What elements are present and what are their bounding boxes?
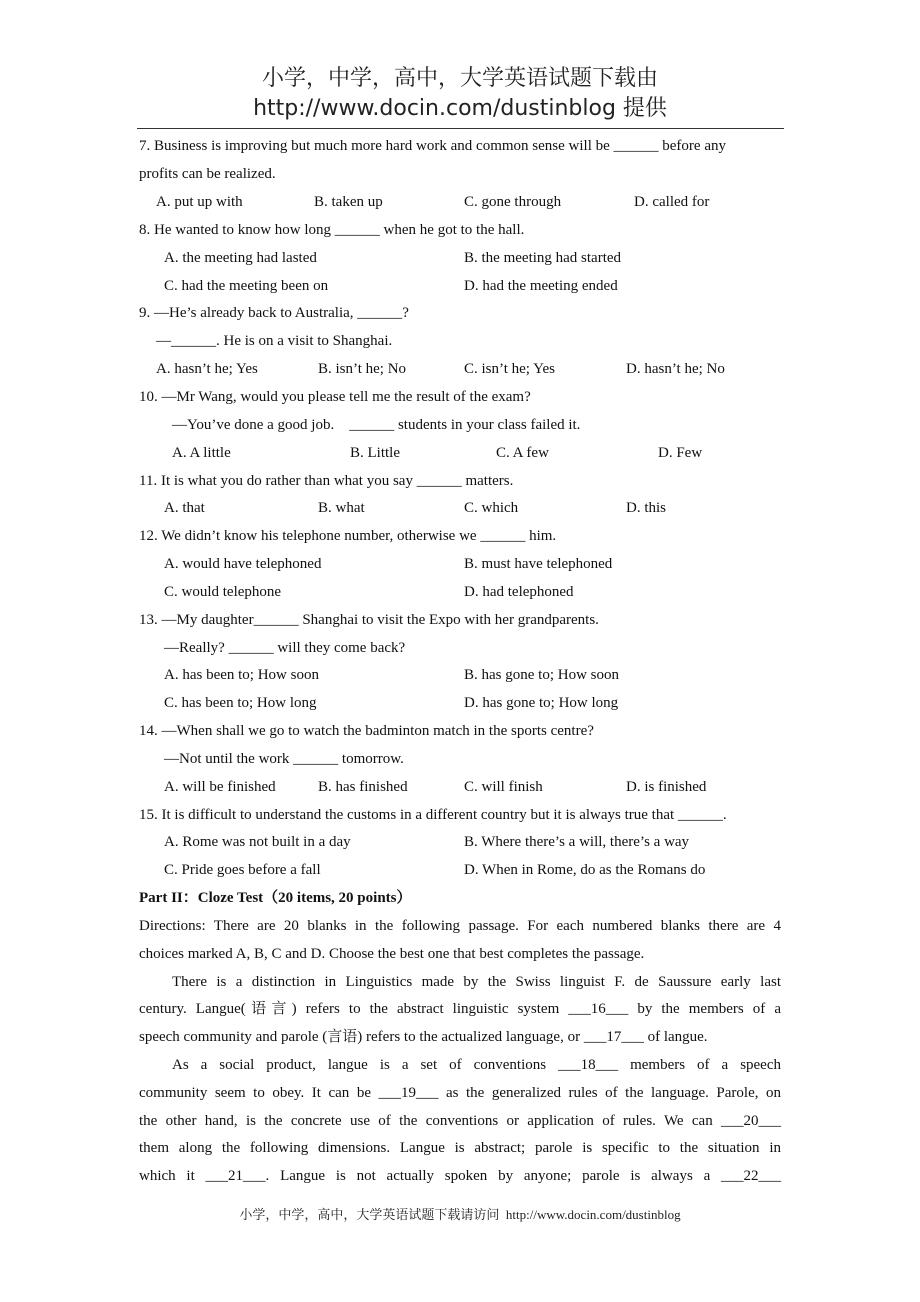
page-header <box>0 64 920 124</box>
q14-option-a: A. will be finished <box>164 779 276 795</box>
q10-stem-line2: —You’ve done a good job. ______ students in your class failed it. <box>172 417 581 433</box>
q14-option-c: C. will finish <box>464 779 543 795</box>
q15-stem: 15. It is difficult to understand the customs in a different country but it is always true that ______. <box>139 807 727 823</box>
header-divider <box>137 128 784 129</box>
q13-stem-line2: —Really? ______ will they come back? <box>164 640 406 656</box>
passage-p2-line2: community seem to obey. It can be ___19___ as the generalized rules of the language. Parole, on <box>139 1085 781 1101</box>
q11-option-c: C. which <box>464 500 519 516</box>
header-url: http://www.docin.com/dustinblog 提供 <box>253 96 667 121</box>
q12-option-b: B. must have telephoned <box>464 556 613 572</box>
q7-option-c: C. gone through <box>464 194 562 210</box>
passage-p2-line3: the other hand, is the concrete use of the conventions or application of rules. We can ___20___ <box>139 1113 781 1129</box>
q11-stem: 11. It is what you do rather than what you say ______ matters. <box>139 473 514 489</box>
page-footer: 小学，中学，高中，大学英语试题下载请访问 http://www.docin.com/dustinblog <box>239 1207 681 1222</box>
q14-option-b: B. has finished <box>318 779 408 795</box>
q9-stem-line2: —______. He is on a visit to Shanghai. <box>156 333 393 349</box>
q10-option-c: C. A few <box>496 445 549 461</box>
passage-p2-line1: As a social product, langue is a set of conventions ___18___ members of a speech <box>172 1057 781 1073</box>
q13-stem-line1: 13. —My daughter______ Shanghai to visit the Expo with her grandparents. <box>139 612 599 628</box>
q7-option-d: D. called for <box>634 194 710 210</box>
q14-stem-line2: —Not until the work ______ tomorrow. <box>164 751 404 767</box>
q13-option-d: D. has gone to; How long <box>464 695 619 711</box>
passage-p1-line1: There is a distinction in Linguistics made by the Swiss linguist F. de Saussure early last <box>172 974 781 990</box>
passage-p1-line3: speech community and parole (言语) refers to the actualized language, or ___17___ of langue. <box>139 1029 708 1045</box>
q15-option-d: D. When in Rome, do as the Romans do <box>464 862 706 878</box>
q12-option-c: C. would telephone <box>164 584 282 600</box>
q15-option-a: A. Rome was not built in a day <box>164 834 351 850</box>
q8-option-b: B. the meeting had started <box>464 250 622 266</box>
q10-stem-line1: 10. —Mr Wang, would you please tell me the result of the exam? <box>139 389 531 405</box>
q9-option-c: C. isn’t he; Yes <box>464 361 555 377</box>
q14-option-d: D. is finished <box>626 779 707 795</box>
q15-option-c: C. Pride goes before a fall <box>164 862 321 878</box>
q8-option-c: C. had the meeting been on <box>164 278 329 294</box>
q10-option-d: D. Few <box>658 445 703 461</box>
q13-option-c: C. has been to; How long <box>164 695 317 711</box>
part2-directions-line1: Directions: There are 20 blanks in the following passage. For each numbered blanks there are 4 <box>139 918 781 934</box>
q7-option-b: B. taken up <box>314 194 383 210</box>
passage-p2-line4: them along the following dimensions. Langue is abstract; parole is specific to the situation in <box>139 1140 781 1156</box>
q11-option-a: A. that <box>164 500 205 516</box>
q12-option-d: D. had telephoned <box>464 584 574 600</box>
part2-title: Part II：Cloze Test（20 items, 20 points） <box>139 890 412 906</box>
part2-directions-line2: choices marked A, B, C and D. Choose the best one that best completes the passage. <box>139 946 645 962</box>
q12-option-a: A. would have telephoned <box>164 556 322 572</box>
q15-option-b: B. Where there’s a will, there’s a way <box>464 834 690 850</box>
q9-option-b: B. isn’t he; No <box>318 361 407 377</box>
q7-option-a: A. put up with <box>156 194 243 210</box>
q12-stem: 12. We didn’t know his telephone number, otherwise we ______ him. <box>139 528 557 544</box>
q9-option-a: A. hasn’t he; Yes <box>156 361 258 377</box>
q11-option-b: B. what <box>318 500 365 516</box>
q13-option-b: B. has gone to; How soon <box>464 667 619 683</box>
q11-option-d: D. this <box>626 500 667 516</box>
q7-stem-line1: 7. Business is improving but much more hard work and common sense will be ______ before any <box>139 138 726 154</box>
q9-option-d: D. hasn’t he; No <box>626 361 725 377</box>
q8-option-a: A. the meeting had lasted <box>164 250 317 266</box>
q9-stem-line1: 9. —He’s already back to Australia, ______? <box>139 305 409 321</box>
passage-p1-line2: century. Langue(语言) refers to the abstract linguistic system ___16___ by the members of a <box>139 1001 781 1017</box>
q10-option-a: A. A little <box>172 445 231 461</box>
q13-option-a: A. has been to; How soon <box>164 667 319 683</box>
q7-stem-line2: profits can be realized. <box>139 166 276 182</box>
passage-p2-line5: which it ___21___. Langue is not actually spoken by anyone; parole is always a ___22___ <box>139 1168 781 1184</box>
q8-stem: 8. He wanted to know how long ______ when he got to the hall. <box>139 222 525 238</box>
header-title: 小学，中学，高中，大学英语试题下载由 <box>261 66 658 91</box>
q10-option-b: B. Little <box>350 445 400 461</box>
q8-option-d: D. had the meeting ended <box>464 278 618 294</box>
q14-stem-line1: 14. —When shall we go to watch the badminton match in the sports centre? <box>139 723 594 739</box>
